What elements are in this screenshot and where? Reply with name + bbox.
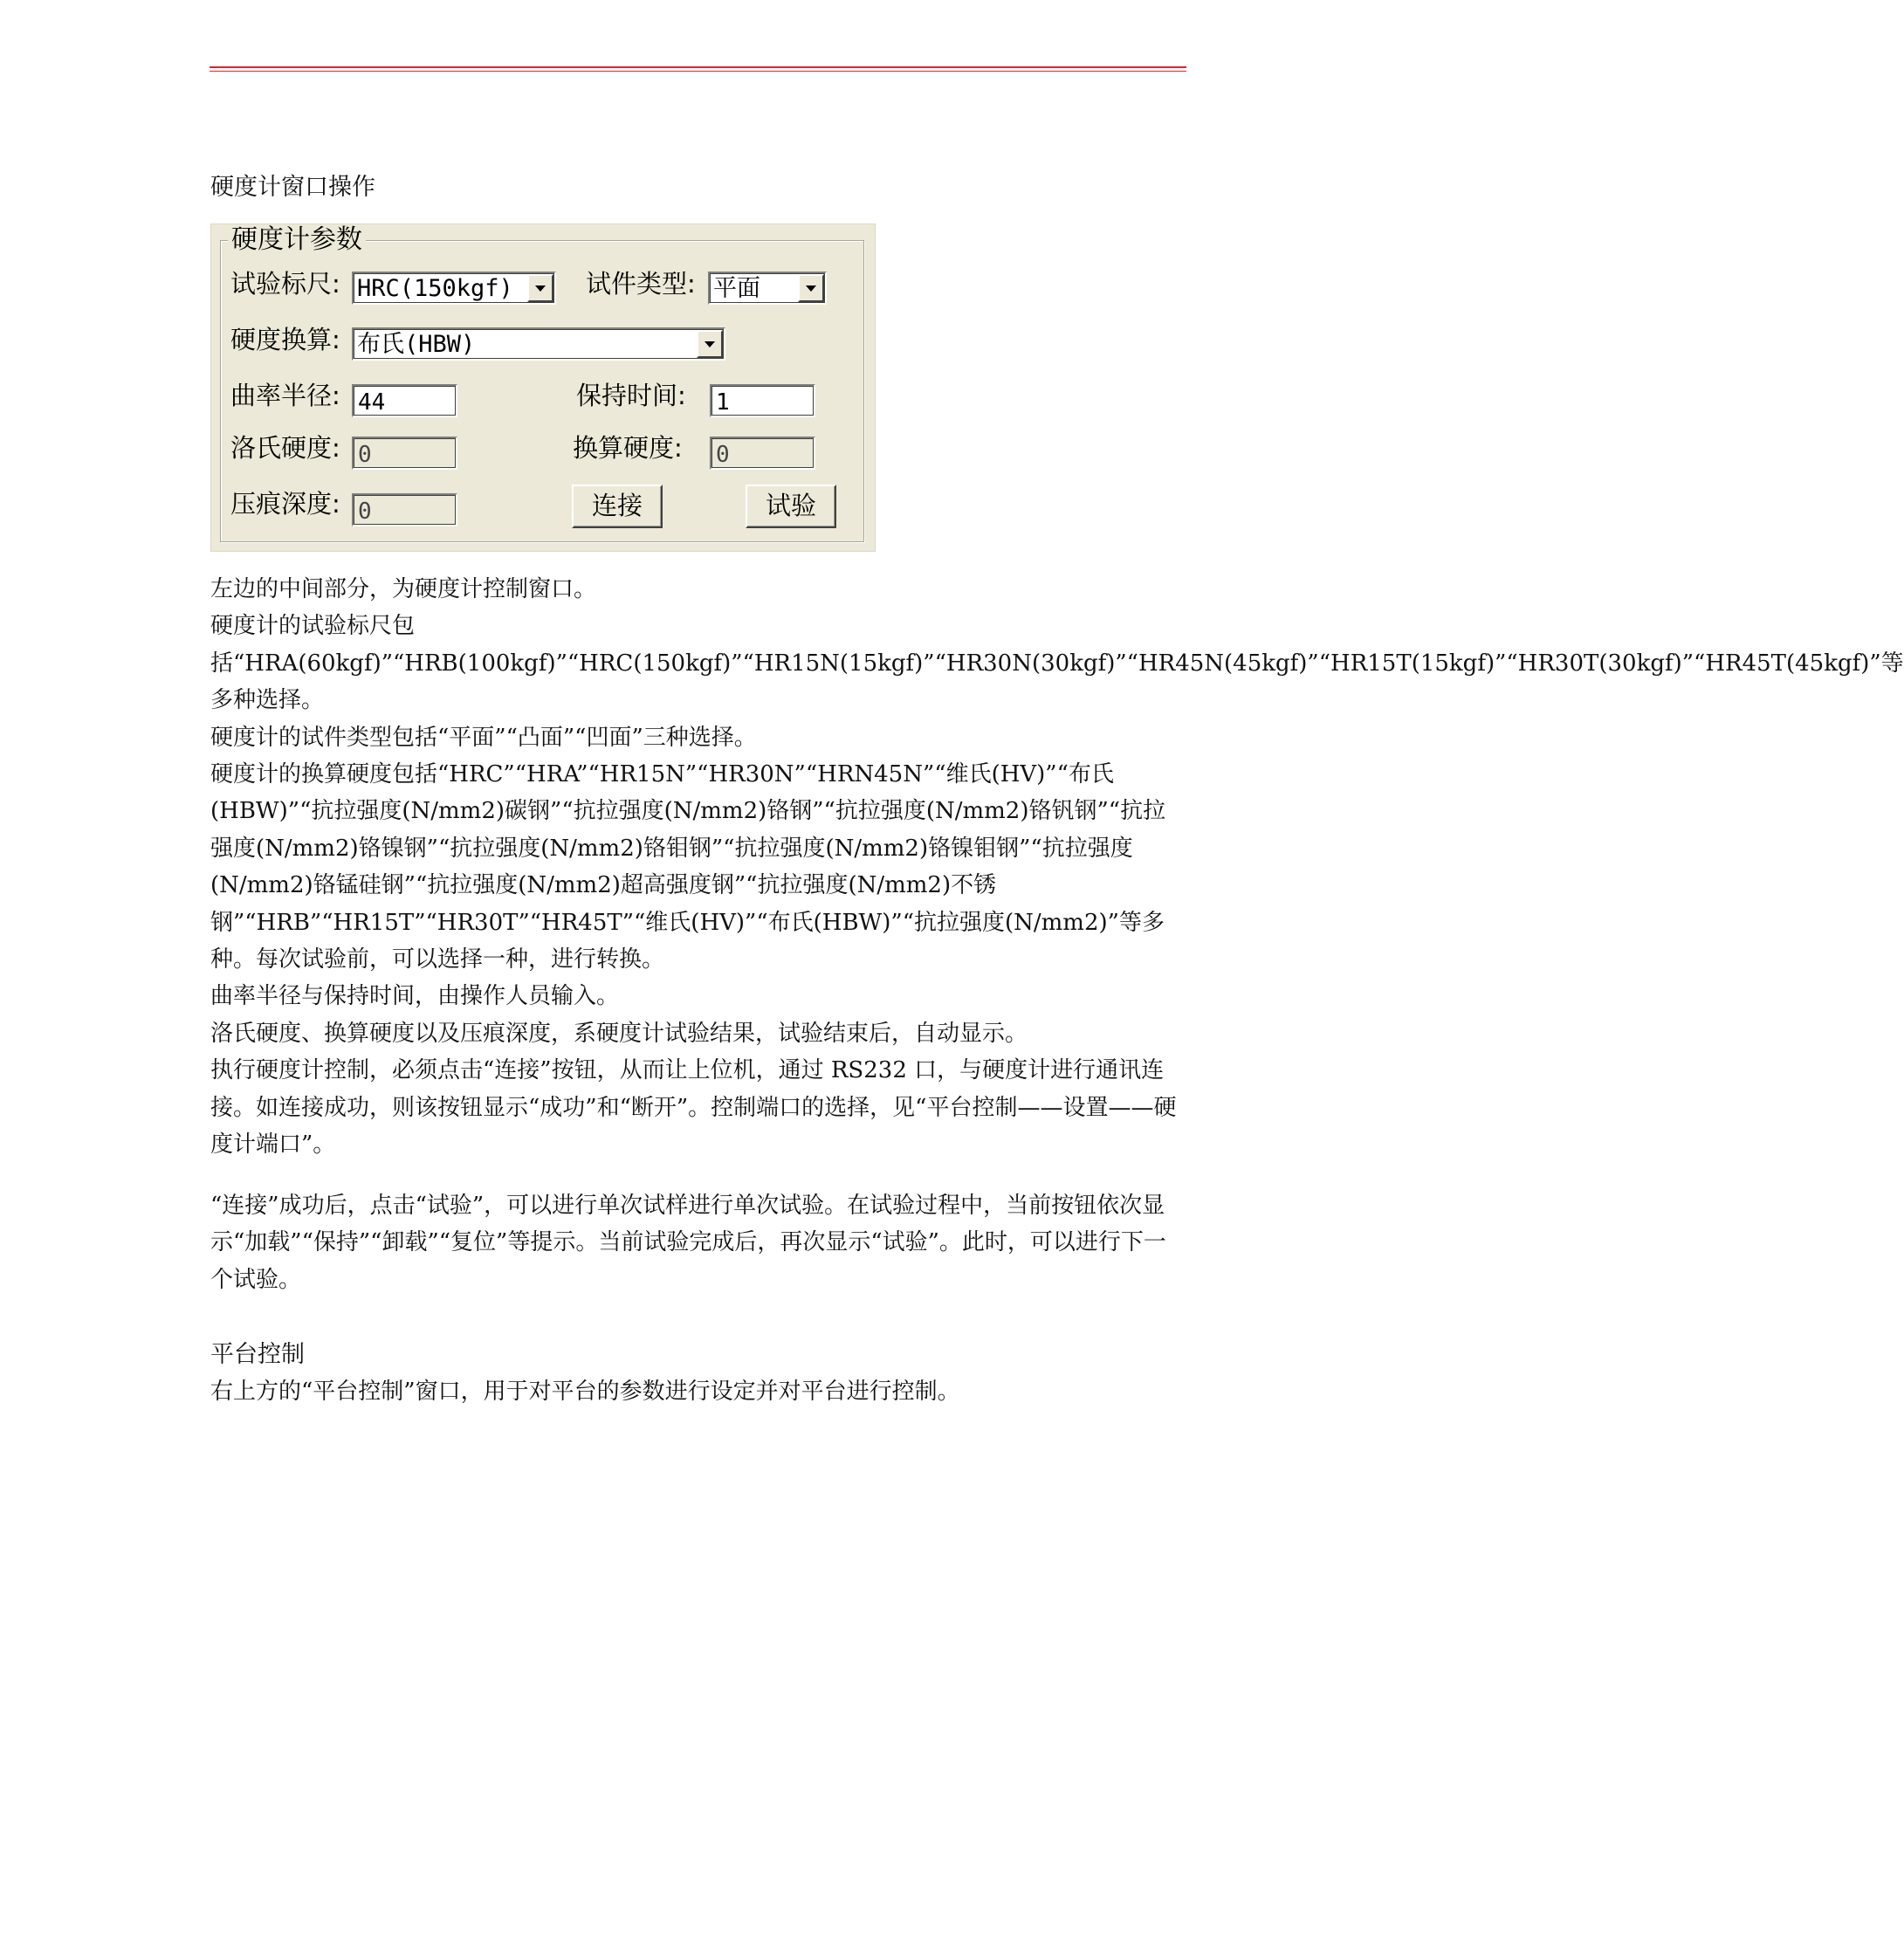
group-title: 硬度计参数 bbox=[228, 224, 366, 256]
hold-time-input[interactable] bbox=[710, 384, 815, 417]
chevron-down-icon[interactable] bbox=[798, 274, 824, 302]
conversion-select-value: 布氏(HBW) bbox=[357, 331, 476, 358]
indent-depth-label: 压痕深度: bbox=[230, 489, 340, 519]
paragraph: 洛氏硬度、换算硬度以及压痕深度，系硬度计试验结果，试验结束后，自动显示。 bbox=[210, 1020, 1028, 1047]
section-title: 硬度计窗口操作 bbox=[210, 174, 375, 201]
hardness-params-dialog bbox=[210, 224, 876, 552]
specimen-type-label: 试件类型: bbox=[586, 269, 696, 299]
paragraph: 右上方的“平台控制”窗口，用于对平台的参数进行设定并对平台进行控制。 bbox=[210, 1379, 960, 1405]
header-rule-top bbox=[210, 66, 1186, 68]
converted-label: 换算硬度: bbox=[573, 433, 683, 463]
converted-value: 0 bbox=[716, 442, 730, 468]
hold-time-value: 1 bbox=[716, 389, 730, 416]
radius-value: 44 bbox=[358, 389, 386, 416]
connect-button[interactable]: 连接 bbox=[572, 485, 663, 528]
chevron-down-icon[interactable] bbox=[697, 330, 723, 358]
test-button[interactable]: 试验 bbox=[746, 485, 836, 528]
platform-description bbox=[210, 1373, 1186, 1410]
rockwell-label: 洛氏硬度: bbox=[230, 433, 340, 463]
paragraph: 硬度计的试验标尺包括“HRA(60kgf)”“HRB(100kgf)”“HRC(150kgf)”“HR15N(15kgf)”“HR30N(30kgf)”“HR45N(45kgf)”“HR15T(15kgf)”“HR30T(30kgf)”“HR45T(45kgf)”等多种选择。 bbox=[210, 613, 1904, 714]
indent-depth-value: 0 bbox=[358, 499, 372, 525]
paragraph: 执行硬度计控制，必须点击“连接”按钮，从而让上位机，通过 RS232 口，与硬度计进行通讯连接。如连接成功，则该按钮显示“成功”和“断开”。控制端口的选择，见“平台控制——设置——硬度计端口”。 bbox=[210, 1057, 1177, 1159]
description-block bbox=[210, 571, 1904, 1164]
indent-depth-output bbox=[352, 493, 457, 526]
radius-input[interactable] bbox=[352, 384, 457, 417]
paragraph: 硬度计的试件类型包括“平面”“凸面”“凹面”三种选择。 bbox=[210, 724, 757, 751]
rockwell-output bbox=[352, 437, 457, 470]
paragraph: 曲率半径与保持时间，由操作人员输入。 bbox=[210, 983, 620, 1010]
scale-select[interactable] bbox=[352, 272, 556, 305]
scale-label: 试验标尺: bbox=[230, 269, 340, 299]
specimen-type-select[interactable] bbox=[708, 272, 827, 305]
conversion-label: 硬度换算: bbox=[230, 325, 340, 354]
rockwell-value: 0 bbox=[358, 442, 372, 468]
specimen-type-value: 平面 bbox=[713, 275, 760, 302]
paragraph: 左边的中间部分，为硬度计控制窗口。 bbox=[210, 576, 597, 602]
paragraph: “连接”成功后，点击“试验”，可以进行单次试样进行单次试验。在试验过程中，当前按钮依次显示“加载”“保持”“卸载”“复位”等提示。当前试验完成后，再次显示“试验”。此时，可以进行下一个试验。 bbox=[210, 1193, 1166, 1293]
paragraph: 硬度计的换算硬度包括“HRC”“HRA”“HR15N”“HR30N”“HRN45N”“维氏(HV)”“布氏(HBW)”“抗拉强度(N/mm2)碳钢”“抗拉强度(N/mm2)铬钢”“抗拉强度(N/mm2)铬钒钢”“抗拉强度(N/mm2)铬镍钢”“抗拉强度(N/mm2)铬钼钢”“抗拉强度(N/mm2)铬镍钼钢”“抗拉强度(N/mm2)铬锰硅钢”“抗拉强度(N/mm2)超高强度钢”“抗拉强度(N/mm2)不锈钢”“HRB”“HR15T”“HR30T”“HR45T”“维氏(HV)”“布氏(HBW)”“抗拉强度(N/mm2)”等多种。每次试验前，可以选择一种，进行转换。 bbox=[210, 761, 1166, 973]
chevron-down-icon[interactable] bbox=[527, 274, 553, 302]
conversion-select[interactable] bbox=[352, 327, 725, 361]
header-rule-bottom bbox=[210, 71, 1186, 72]
platform-title: 平台控制 bbox=[210, 1341, 305, 1368]
scale-select-value: HRC(150kgf) bbox=[357, 275, 513, 302]
test-description bbox=[210, 1187, 1186, 1298]
radius-label: 曲率半径: bbox=[230, 381, 340, 410]
converted-output bbox=[710, 437, 815, 470]
hold-time-label: 保持时间: bbox=[576, 381, 686, 410]
